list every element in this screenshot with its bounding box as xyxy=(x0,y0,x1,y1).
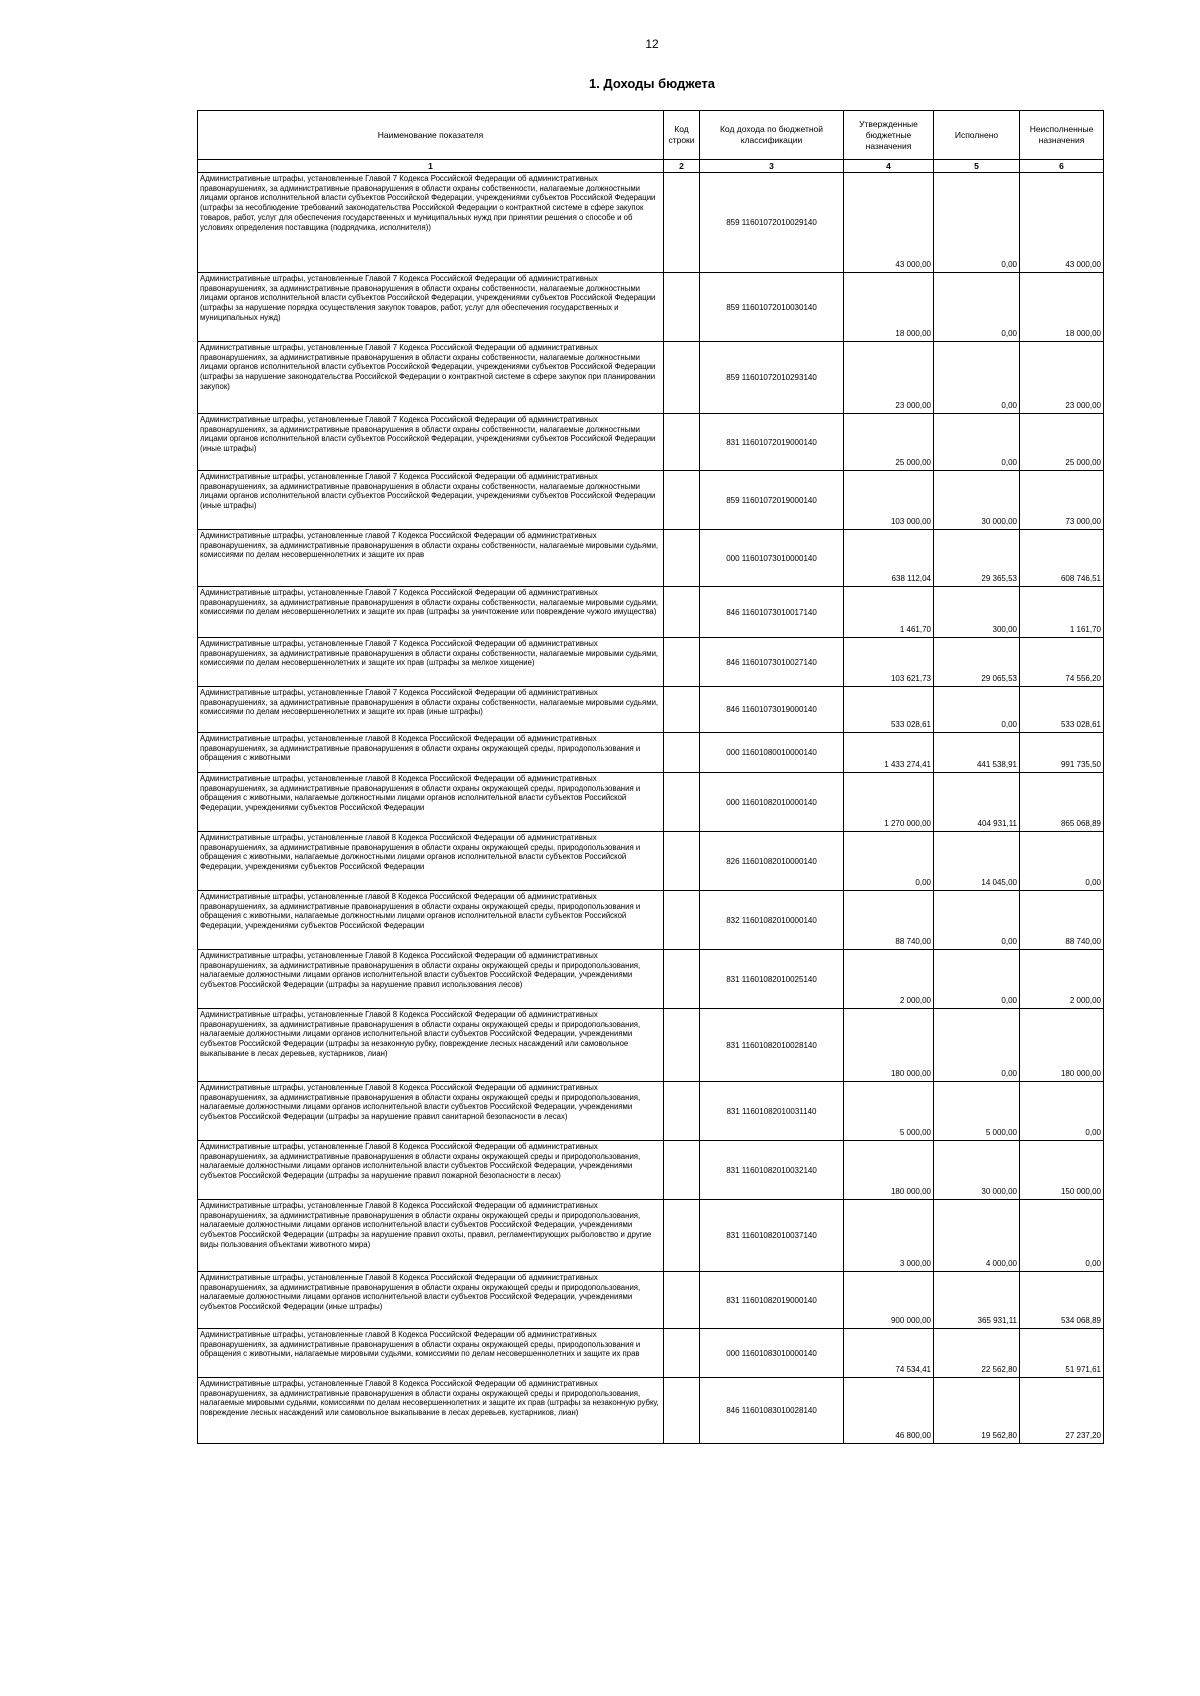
income-code: 000 11601083010000140 xyxy=(700,1329,844,1378)
indicator-name: Административные штрафы, установленные Главой 7 Кодекса Российской Федерации об административных правонарушениях, за административные правонарушения в области охраны собственности, налагаемые мировыми судьями, комиссиями по делам несовершеннолетних и защите их прав (иные штрафы) xyxy=(198,687,664,733)
approved-amount: 2 000,00 xyxy=(844,950,934,1009)
executed-amount: 29 365,53 xyxy=(934,530,1020,587)
indicator-name: Административные штрафы, установленные Главой 8 Кодекса Российской Федерации об административных правонарушениях, за административные правонарушения в области охраны окружающей среды и природопользования, налагаемые должностными лицами органов исполнительной власти субъектов Российской Федерации, учреждениями субъектов Российской Федерации (штрафы за нарушение правил охоты, правил, регламентирующих рыболовство и другие виды пользования объектами животного мира) xyxy=(198,1200,664,1272)
executed-amount: 30 000,00 xyxy=(934,1141,1020,1200)
unexecuted-amount: 0,00 xyxy=(1020,832,1104,891)
indicator-name: Административные штрафы, установленные главой 8 Кодекса Российской Федерации об административных правонарушениях, за административные правонарушения в области охраны окружающей среды, природопользования и обращения с животными, налагаемые мировыми судьями, комиссиями по делам несовершеннолетних и защите их прав xyxy=(198,1329,664,1378)
unexecuted-amount: 534 068,89 xyxy=(1020,1272,1104,1329)
table-row xyxy=(198,1141,1104,1200)
table-row xyxy=(198,1082,1104,1141)
income-code: 831 11601082010031140 xyxy=(700,1082,844,1141)
approved-amount: 5 000,00 xyxy=(844,1082,934,1141)
line-code xyxy=(664,1378,700,1444)
line-code xyxy=(664,832,700,891)
executed-amount: 300,00 xyxy=(934,587,1020,638)
col-number: 1 xyxy=(198,160,664,173)
executed-amount: 0,00 xyxy=(934,173,1020,273)
approved-amount: 900 000,00 xyxy=(844,1272,934,1329)
unexecuted-amount: 73 000,00 xyxy=(1020,471,1104,530)
unexecuted-amount: 1 161,70 xyxy=(1020,587,1104,638)
executed-amount: 0,00 xyxy=(934,1009,1020,1082)
unexecuted-amount: 608 746,51 xyxy=(1020,530,1104,587)
unexecuted-amount: 88 740,00 xyxy=(1020,891,1104,950)
indicator-name: Административные штрафы, установленные главой 7 Кодекса Российской Федерации об административных правонарушениях, за административные правонарушения в области охраны собственности, налагаемые мировыми судьями, комиссиями по делам несовершеннолетних и защите их прав xyxy=(198,530,664,587)
income-code: 846 11601073019000140 xyxy=(700,687,844,733)
table-row xyxy=(198,950,1104,1009)
income-code: 859 11601072010293140 xyxy=(700,342,844,414)
indicator-name: Административные штрафы, установленные Главой 8 Кодекса Российской Федерации об административных правонарушениях, за административные правонарушения в области охраны окружающей среды и природопользования, налагаемые мировыми судьями, комиссиями по делам несовершеннолетних и защите их прав (штрафы за незаконную рубку, повреждение лесных насаждений или самовольное выкапывание в лесах деревьев, кустарников, лиан) xyxy=(198,1378,664,1444)
approved-amount: 103 000,00 xyxy=(844,471,934,530)
income-code: 846 11601073010027140 xyxy=(700,638,844,687)
income-code: 859 11601072010030140 xyxy=(700,273,844,342)
executed-amount: 22 562,80 xyxy=(934,1329,1020,1378)
approved-amount: 103 621,73 xyxy=(844,638,934,687)
income-code: 846 11601083010028140 xyxy=(700,1378,844,1444)
unexecuted-amount: 25 000,00 xyxy=(1020,414,1104,471)
col-header-name: Наименование показателя xyxy=(198,111,664,160)
income-code: 826 11601082010000140 xyxy=(700,832,844,891)
executed-amount: 0,00 xyxy=(934,273,1020,342)
col-header-income-code: Код дохода по бюджетной классификации xyxy=(700,111,844,160)
line-code xyxy=(664,687,700,733)
indicator-name: Административные штрафы, установленные Главой 7 Кодекса Российской Федерации об административных правонарушениях, за административные правонарушения в области охраны собственности, налагаемые мировыми судьями, комиссиями по делам несовершеннолетних и защите их прав (штрафы за мелкое хищение) xyxy=(198,638,664,687)
table-row xyxy=(198,530,1104,587)
income-code: 831 11601082010025140 xyxy=(700,950,844,1009)
approved-amount: 43 000,00 xyxy=(844,173,934,273)
line-code xyxy=(664,530,700,587)
header-row xyxy=(198,111,1104,160)
line-code xyxy=(664,891,700,950)
column-number-row xyxy=(198,160,1104,173)
executed-amount: 19 562,80 xyxy=(934,1378,1020,1444)
executed-amount: 404 931,11 xyxy=(934,773,1020,832)
table-row xyxy=(198,587,1104,638)
line-code xyxy=(664,1082,700,1141)
budget-revenue-table xyxy=(197,110,1104,1444)
indicator-name: Административные штрафы, установленные Главой 7 Кодекса Российской Федерации об административных правонарушениях, за административные правонарушения в области охраны собственности, налагаемые должностными лицами органов исполнительной власти субъектов Российской Федерации, учреждениями субъектов Российской Федерации (иные штрафы) xyxy=(198,471,664,530)
executed-amount: 0,00 xyxy=(934,891,1020,950)
table-row xyxy=(198,638,1104,687)
col-header-approved: Утвержденные бюджетные назначения xyxy=(844,111,934,160)
indicator-name: Административные штрафы, установленные Главой 7 Кодекса Российской Федерации об административных правонарушениях, за административные правонарушения в области охраны собственности, налагаемые должностными лицами органов исполнительной власти субъектов Российской Федерации, учреждениями субъектов Российской Федерации (штрафы за несоблюдение требований законодательства Российской Федерации о контрактной системе в сфере закупок товаров, работ, услуг для обеспечения государственных и муниципальных нужд при принятии решения о способе и об условиях определения поставщика (подрядчика, исполнителя)) xyxy=(198,173,664,273)
approved-amount: 18 000,00 xyxy=(844,273,934,342)
line-code xyxy=(664,471,700,530)
executed-amount: 5 000,00 xyxy=(934,1082,1020,1141)
table-row xyxy=(198,1378,1104,1444)
table-row xyxy=(198,1200,1104,1272)
line-code xyxy=(664,1141,700,1200)
indicator-name: Административные штрафы, установленные Главой 8 Кодекса Российской Федерации об административных правонарушениях, за административные правонарушения в области охраны окружающей среды и природопользования, налагаемые должностными лицами органов исполнительной власти субъектов Российской Федерации, учреждениями субъектов Российской Федерации (штрафы за незаконную рубку, повреждение лесных насаждений или самовольное выкапывание в лесах деревьев, кустарников, лиан) xyxy=(198,1009,664,1082)
unexecuted-amount: 865 068,89 xyxy=(1020,773,1104,832)
unexecuted-amount: 74 556,20 xyxy=(1020,638,1104,687)
income-code: 831 11601082019000140 xyxy=(700,1272,844,1329)
table-body xyxy=(198,173,1104,1444)
indicator-name: Административные штрафы, установленные Главой 8 Кодекса Российской Федерации об административных правонарушениях, за административные правонарушения в области охраны окружающей среды и природопользования, налагаемые должностными лицами органов исполнительной власти субъектов Российской Федерации, учреждениями субъектов Российской Федерации (штрафы за нарушение правил использования лесов) xyxy=(198,950,664,1009)
unexecuted-amount: 0,00 xyxy=(1020,1082,1104,1141)
table-row xyxy=(198,773,1104,832)
table-row xyxy=(198,342,1104,414)
unexecuted-amount: 18 000,00 xyxy=(1020,273,1104,342)
executed-amount: 0,00 xyxy=(934,342,1020,414)
approved-amount: 180 000,00 xyxy=(844,1141,934,1200)
approved-amount: 1 270 000,00 xyxy=(844,773,934,832)
unexecuted-amount: 0,00 xyxy=(1020,1200,1104,1272)
executed-amount: 0,00 xyxy=(934,687,1020,733)
approved-amount: 1 433 274,41 xyxy=(844,733,934,773)
col-number: 6 xyxy=(1020,160,1104,173)
table-row xyxy=(198,1272,1104,1329)
table-row xyxy=(198,832,1104,891)
income-code: 000 11601082010000140 xyxy=(700,773,844,832)
income-code: 832 11601082010000140 xyxy=(700,891,844,950)
approved-amount: 1 461,70 xyxy=(844,587,934,638)
income-code: 000 11601073010000140 xyxy=(700,530,844,587)
executed-amount: 14 045,00 xyxy=(934,832,1020,891)
indicator-name: Административные штрафы, установленные Главой 8 Кодекса Российской Федерации об административных правонарушениях, за административные правонарушения в области охраны окружающей среды и природопользования, налагаемые должностными лицами органов исполнительной власти субъектов Российской Федерации, учреждениями субъектов Российской Федерации (штрафы за нарушение правил пожарной безопасности в лесах) xyxy=(198,1141,664,1200)
table-row xyxy=(198,414,1104,471)
approved-amount: 533 028,61 xyxy=(844,687,934,733)
col-header-executed: Исполнено xyxy=(934,111,1020,160)
line-code xyxy=(664,587,700,638)
line-code xyxy=(664,173,700,273)
income-code: 831 11601072019000140 xyxy=(700,414,844,471)
executed-amount: 4 000,00 xyxy=(934,1200,1020,1272)
table-row xyxy=(198,687,1104,733)
unexecuted-amount: 180 000,00 xyxy=(1020,1009,1104,1082)
indicator-name: Административные штрафы, установленные Главой 7 Кодекса Российской Федерации об административных правонарушениях, за административные правонарушения в области охраны собственности, налагаемые мировыми судьями, комиссиями по делам несовершеннолетних и защите их прав (штрафы за уничтожение или повреждение чужого имущества) xyxy=(198,587,664,638)
col-header-line-code: Код строки xyxy=(664,111,700,160)
approved-amount: 46 800,00 xyxy=(844,1378,934,1444)
table-row xyxy=(198,1329,1104,1378)
line-code xyxy=(664,733,700,773)
line-code xyxy=(664,1200,700,1272)
indicator-name: Административные штрафы, установленные Главой 8 Кодекса Российской Федерации об административных правонарушениях, за административные правонарушения в области охраны окружающей среды и природопользования, налагаемые должностными лицами органов исполнительной власти субъектов Российской Федерации, учреждениями субъектов Российской Федерации (штрафы за нарушение правил санитарной безопасности в лесах) xyxy=(198,1082,664,1141)
approved-amount: 3 000,00 xyxy=(844,1200,934,1272)
indicator-name: Административные штрафы, установленные Главой 7 Кодекса Российской Федерации об административных правонарушениях, за административные правонарушения в области охраны собственности, налагаемые должностными лицами органов исполнительной власти субъектов Российской Федерации, учреждениями субъектов Российской Федерации (иные штрафы) xyxy=(198,414,664,471)
line-code xyxy=(664,773,700,832)
executed-amount: 0,00 xyxy=(934,414,1020,471)
unexecuted-amount: 23 000,00 xyxy=(1020,342,1104,414)
indicator-name: Административные штрафы, установленные Главой 8 Кодекса Российской Федерации об административных правонарушениях, за административные правонарушения в области охраны окружающей среды и природопользования, налагаемые должностными лицами органов исполнительной власти субъектов Российской Федерации, учреждениями субъектов Российской Федерации (иные штрафы) xyxy=(198,1272,664,1329)
approved-amount: 0,00 xyxy=(844,832,934,891)
indicator-name: Административные штрафы, установленные главой 8 Кодекса Российской Федерации об административных правонарушениях, за административные правонарушения в области охраны окружающей среды, природопользования и обращения с животными, налагаемые должностными лицами органов исполнительной власти субъектов Российской Федерации, учреждениями субъектов Российской Федерации xyxy=(198,891,664,950)
line-code xyxy=(664,1272,700,1329)
income-code: 831 11601082010037140 xyxy=(700,1200,844,1272)
line-code xyxy=(664,342,700,414)
approved-amount: 88 740,00 xyxy=(844,891,934,950)
col-number: 5 xyxy=(934,160,1020,173)
page-number: 12 xyxy=(645,37,659,51)
table-row xyxy=(198,273,1104,342)
table-row xyxy=(198,1009,1104,1082)
table-row xyxy=(198,471,1104,530)
unexecuted-amount: 150 000,00 xyxy=(1020,1141,1104,1200)
income-code: 831 11601082010028140 xyxy=(700,1009,844,1082)
approved-amount: 638 112,04 xyxy=(844,530,934,587)
income-code: 831 11601082010032140 xyxy=(700,1141,844,1200)
executed-amount: 441 538,91 xyxy=(934,733,1020,773)
executed-amount: 0,00 xyxy=(934,950,1020,1009)
unexecuted-amount: 2 000,00 xyxy=(1020,950,1104,1009)
col-number: 3 xyxy=(700,160,844,173)
line-code xyxy=(664,1329,700,1378)
unexecuted-amount: 51 971,61 xyxy=(1020,1329,1104,1378)
table-row xyxy=(198,891,1104,950)
document-title: 1. Доходы бюджета xyxy=(588,76,716,91)
indicator-name: Административные штрафы, установленные Главой 7 Кодекса Российской Федерации об административных правонарушениях, за административные правонарушения в области охраны собственности, налагаемые должностными лицами органов исполнительной власти субъектов Российской Федерации, учреждениями субъектов Российской Федерации (штрафы за нарушение порядка осуществления закупок товаров, работ, услуг для обеспечения государственных и муниципальных нужд) xyxy=(198,273,664,342)
income-code: 859 11601072019000140 xyxy=(700,471,844,530)
indicator-name: Административные штрафы, установленные главой 8 Кодекса Российской Федерации об административных правонарушениях, за административные правонарушения в области охраны окружающей среды, природопользования и обращения с животными xyxy=(198,733,664,773)
line-code xyxy=(664,273,700,342)
table-row xyxy=(198,173,1104,273)
unexecuted-amount: 991 735,50 xyxy=(1020,733,1104,773)
col-header-unexecuted: Неисполненные назначения xyxy=(1020,111,1104,160)
approved-amount: 23 000,00 xyxy=(844,342,934,414)
line-code xyxy=(664,1009,700,1082)
income-code: 859 11601072010029140 xyxy=(700,173,844,273)
indicator-name: Административные штрафы, установленные главой 8 Кодекса Российской Федерации об административных правонарушениях, за административные правонарушения в области охраны окружающей среды, природопользования и обращения с животными, налагаемые должностными лицами органов исполнительной власти субъектов Российской Федерации, учреждениями субъектов Российской Федерации xyxy=(198,773,664,832)
line-code xyxy=(664,414,700,471)
executed-amount: 29 065,53 xyxy=(934,638,1020,687)
approved-amount: 180 000,00 xyxy=(844,1009,934,1082)
unexecuted-amount: 533 028,61 xyxy=(1020,687,1104,733)
income-code: 846 11601073010017140 xyxy=(700,587,844,638)
indicator-name: Административные штрафы, установленные Главой 7 Кодекса Российской Федерации об административных правонарушениях, за административные правонарушения в области охраны собственности, налагаемые должностными лицами органов исполнительной власти субъектов Российской Федерации, учреждениями субъектов Российской Федерации (штрафы за нарушение законодательства Российской Федерации о контрактной системе в сфере закупок при планировании закупок) xyxy=(198,342,664,414)
income-code: 000 11601080010000140 xyxy=(700,733,844,773)
executed-amount: 30 000,00 xyxy=(934,471,1020,530)
col-number: 2 xyxy=(664,160,700,173)
executed-amount: 365 931,11 xyxy=(934,1272,1020,1329)
approved-amount: 25 000,00 xyxy=(844,414,934,471)
unexecuted-amount: 43 000,00 xyxy=(1020,173,1104,273)
line-code xyxy=(664,950,700,1009)
unexecuted-amount: 27 237,20 xyxy=(1020,1378,1104,1444)
approved-amount: 74 534,41 xyxy=(844,1329,934,1378)
col-number: 4 xyxy=(844,160,934,173)
indicator-name: Административные штрафы, установленные главой 8 Кодекса Российской Федерации об административных правонарушениях, за административные правонарушения в области охраны окружающей среды, природопользования и обращения с животными, налагаемые должностными лицами органов исполнительной власти субъектов Российской Федерации, учреждениями субъектов Российской Федерации xyxy=(198,832,664,891)
line-code xyxy=(664,638,700,687)
table-row xyxy=(198,733,1104,773)
